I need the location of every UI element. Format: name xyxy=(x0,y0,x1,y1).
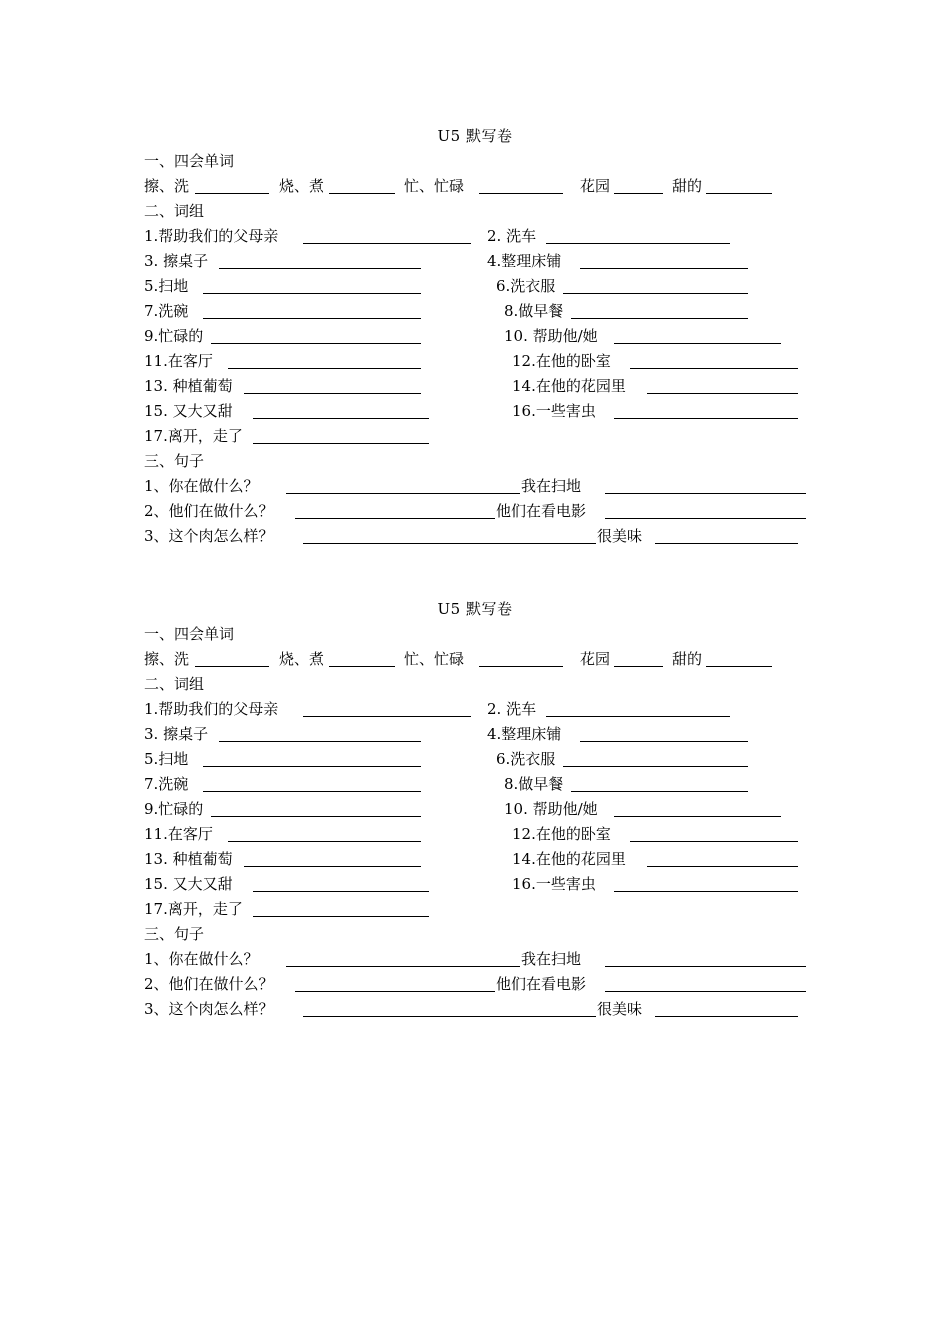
answer-blank[interactable] xyxy=(203,318,421,319)
sentence-answer-prompt: 我在扫地 xyxy=(521,477,582,495)
answer-blank[interactable] xyxy=(228,841,421,842)
sentence-prompt: 3、这个肉怎么样？ xyxy=(144,527,274,545)
answer-blank[interactable] xyxy=(571,791,748,792)
answer-blank[interactable] xyxy=(605,991,806,992)
answer-blank[interactable] xyxy=(295,518,495,519)
word-prompt: 烧、煮 xyxy=(279,650,325,668)
phrase-prompt: 17.离开，走了 xyxy=(144,900,243,918)
phrase-prompt: 9.忙碌的 xyxy=(144,327,204,345)
phrase-prompt: 6.洗衣服 xyxy=(496,277,556,295)
phrase-prompt: 13. 种植葡萄 xyxy=(144,377,233,395)
phrase-row xyxy=(0,772,950,797)
sentence-answer-prompt: 很美味 xyxy=(597,1000,643,1018)
phrase-prompt: 5.扫地 xyxy=(144,750,189,768)
sentence-row xyxy=(0,499,950,524)
answer-blank[interactable] xyxy=(211,816,421,817)
answer-blank[interactable] xyxy=(295,991,495,992)
sentence-answer-prompt: 他们在看电影 xyxy=(496,975,587,993)
word-prompt: 花园 xyxy=(580,177,611,195)
phrase-row xyxy=(0,424,950,449)
phrase-prompt: 3. 擦桌子 xyxy=(144,252,209,270)
answer-blank[interactable] xyxy=(211,343,421,344)
sentence-answer-prompt: 我在扫地 xyxy=(521,950,582,968)
phrase-prompt: 11.在客厅 xyxy=(144,825,213,843)
word-prompt: 忙、忙碌 xyxy=(404,650,465,668)
answer-blank[interactable] xyxy=(614,891,798,892)
phrase-prompt: 8.做早餐 xyxy=(504,775,564,793)
phrase-row xyxy=(0,897,950,922)
phrase-prompt: 9.忙碌的 xyxy=(144,800,204,818)
answer-blank[interactable] xyxy=(303,716,471,717)
sentence-answer-prompt: 他们在看电影 xyxy=(496,502,587,520)
phrase-prompt: 16.一些害虫 xyxy=(512,402,596,420)
section-heading-sentences xyxy=(0,449,950,474)
word-prompt: 甜的 xyxy=(672,177,703,195)
phrase-prompt: 16.一些害虫 xyxy=(512,875,596,893)
answer-blank[interactable] xyxy=(303,1016,596,1017)
answer-blank[interactable] xyxy=(286,493,520,494)
answer-blank[interactable] xyxy=(303,543,596,544)
sentence-prompt: 1、你在做什么？ xyxy=(144,950,259,968)
phrase-row xyxy=(0,374,950,399)
phrase-prompt: 4.整理床铺 xyxy=(487,725,562,743)
answer-blank[interactable] xyxy=(253,443,429,444)
sentence-row xyxy=(0,524,950,549)
sentence-row xyxy=(0,997,950,1022)
answer-blank[interactable] xyxy=(655,1016,798,1017)
section-heading-phrases xyxy=(0,199,950,224)
answer-blank[interactable] xyxy=(219,741,421,742)
phrase-prompt: 1.帮助我们的父母亲 xyxy=(144,700,279,718)
answer-blank[interactable] xyxy=(614,343,781,344)
phrase-prompt: 2. 洗车 xyxy=(487,700,537,718)
section-heading: 二、词组 xyxy=(144,675,205,693)
answer-blank[interactable] xyxy=(655,543,798,544)
answer-blank[interactable] xyxy=(253,891,429,892)
phrase-row xyxy=(0,747,950,772)
section-heading: 三、句子 xyxy=(144,452,205,470)
answer-blank[interactable] xyxy=(228,368,421,369)
answer-blank[interactable] xyxy=(614,418,798,419)
word-prompt: 甜的 xyxy=(672,650,703,668)
phrase-row xyxy=(0,697,950,722)
phrase-prompt: 15. 又大又甜 xyxy=(144,402,233,420)
phrase-prompt: 17.离开，走了 xyxy=(144,427,243,445)
answer-blank[interactable] xyxy=(329,666,395,667)
answer-blank[interactable] xyxy=(546,243,730,244)
sheet-title: U5 默写卷 xyxy=(437,127,513,145)
answer-blank[interactable] xyxy=(580,268,748,269)
phrase-prompt: 12.在他的卧室 xyxy=(512,352,611,370)
phrase-row xyxy=(0,822,950,847)
answer-blank[interactable] xyxy=(303,243,471,244)
word-prompt: 忙、忙碌 xyxy=(404,177,465,195)
section-heading-sentences xyxy=(0,922,950,947)
answer-blank[interactable] xyxy=(203,293,421,294)
section-heading: 一、四会单词 xyxy=(144,152,235,170)
phrase-row xyxy=(0,274,950,299)
sentence-prompt: 3、这个肉怎么样？ xyxy=(144,1000,274,1018)
answer-blank[interactable] xyxy=(563,766,748,767)
answer-blank[interactable] xyxy=(580,741,748,742)
phrase-row xyxy=(0,249,950,274)
phrase-prompt: 13. 种植葡萄 xyxy=(144,850,233,868)
word-prompt: 擦、洗 xyxy=(144,177,190,195)
answer-blank[interactable] xyxy=(479,666,563,667)
phrase-prompt: 7.洗碗 xyxy=(144,775,189,793)
answer-blank[interactable] xyxy=(203,791,421,792)
phrase-prompt: 4.整理床铺 xyxy=(487,252,562,270)
phrase-prompt: 6.洗衣服 xyxy=(496,750,556,768)
section-heading: 三、句子 xyxy=(144,925,205,943)
phrase-row xyxy=(0,847,950,872)
phrase-row xyxy=(0,299,950,324)
phrase-prompt: 3. 擦桌子 xyxy=(144,725,209,743)
phrase-prompt: 5.扫地 xyxy=(144,277,189,295)
answer-blank[interactable] xyxy=(614,193,663,194)
sentence-prompt: 2、他们在做什么？ xyxy=(144,502,274,520)
answer-blank[interactable] xyxy=(614,666,663,667)
answer-blank[interactable] xyxy=(571,318,748,319)
phrase-row xyxy=(0,797,950,822)
word-prompt: 擦、洗 xyxy=(144,650,190,668)
section-heading: 二、词组 xyxy=(144,202,205,220)
phrase-row xyxy=(0,349,950,374)
word-prompt: 烧、煮 xyxy=(279,177,325,195)
sentence-row xyxy=(0,947,950,972)
phrase-prompt: 1.帮助我们的父母亲 xyxy=(144,227,279,245)
answer-blank[interactable] xyxy=(630,368,798,369)
word-row xyxy=(0,647,950,672)
sentence-prompt: 1、你在做什么？ xyxy=(144,477,259,495)
answer-blank[interactable] xyxy=(630,841,798,842)
phrase-row xyxy=(0,324,950,349)
answer-blank[interactable] xyxy=(605,966,806,967)
answer-blank[interactable] xyxy=(253,418,429,419)
phrase-row xyxy=(0,722,950,747)
section-heading-words xyxy=(0,622,950,647)
answer-blank[interactable] xyxy=(244,393,421,394)
phrase-prompt: 14.在他的花园里 xyxy=(512,377,626,395)
answer-blank[interactable] xyxy=(706,193,772,194)
section-heading-phrases xyxy=(0,672,950,697)
phrase-row xyxy=(0,872,950,897)
answer-blank[interactable] xyxy=(605,518,806,519)
answer-blank[interactable] xyxy=(479,193,563,194)
answer-blank[interactable] xyxy=(244,866,421,867)
phrase-prompt: 8.做早餐 xyxy=(504,302,564,320)
phrase-prompt: 15. 又大又甜 xyxy=(144,875,233,893)
phrase-row xyxy=(0,224,950,249)
answer-blank[interactable] xyxy=(605,493,806,494)
answer-blank[interactable] xyxy=(203,766,421,767)
answer-blank[interactable] xyxy=(614,816,781,817)
answer-blank[interactable] xyxy=(253,916,429,917)
section-heading: 一、四会单词 xyxy=(144,625,235,643)
answer-blank[interactable] xyxy=(546,716,730,717)
phrase-prompt: 10. 帮助他/她 xyxy=(504,800,598,818)
phrase-prompt: 7.洗碗 xyxy=(144,302,189,320)
sentence-row xyxy=(0,972,950,997)
sentence-answer-prompt: 很美味 xyxy=(597,527,643,545)
answer-blank[interactable] xyxy=(329,193,395,194)
answer-blank[interactable] xyxy=(647,866,798,867)
answer-blank[interactable] xyxy=(219,268,421,269)
word-row xyxy=(0,174,950,199)
section-heading-words xyxy=(0,149,950,174)
phrase-row xyxy=(0,399,950,424)
word-prompt: 花园 xyxy=(580,650,611,668)
answer-blank[interactable] xyxy=(563,293,748,294)
answer-blank[interactable] xyxy=(195,666,269,667)
answer-blank[interactable] xyxy=(286,966,520,967)
answer-blank[interactable] xyxy=(195,193,269,194)
phrase-prompt: 11.在客厅 xyxy=(144,352,213,370)
answer-blank[interactable] xyxy=(647,393,798,394)
sheet-title: U5 默写卷 xyxy=(437,600,513,618)
phrase-prompt: 14.在他的花园里 xyxy=(512,850,626,868)
phrase-prompt: 10. 帮助他/她 xyxy=(504,327,598,345)
sentence-prompt: 2、他们在做什么？ xyxy=(144,975,274,993)
phrase-prompt: 2. 洗车 xyxy=(487,227,537,245)
sentence-row xyxy=(0,474,950,499)
answer-blank[interactable] xyxy=(706,666,772,667)
phrase-prompt: 12.在他的卧室 xyxy=(512,825,611,843)
